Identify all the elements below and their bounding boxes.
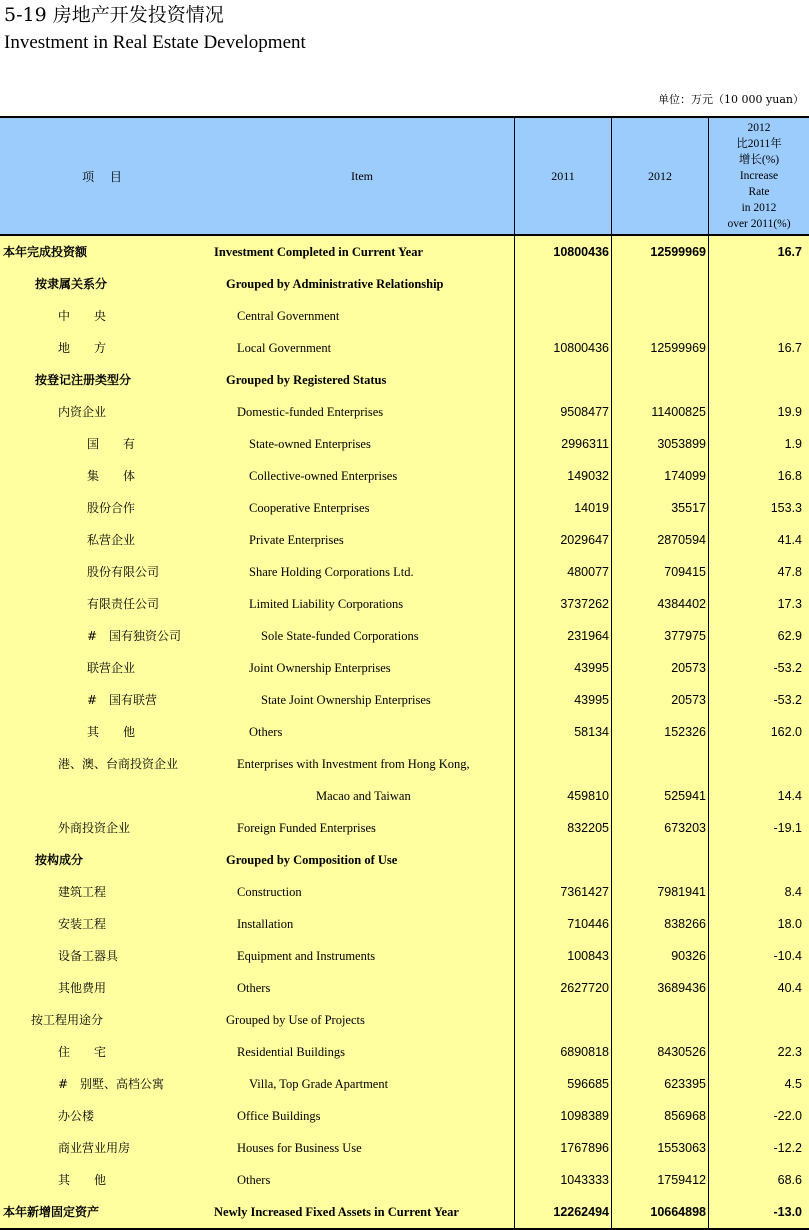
row-label-cn: 按工程用途分 (31, 1013, 104, 1027)
row-label-en: Domestic-funded Enterprises (237, 405, 384, 419)
value-2011: 9508477 (560, 405, 609, 419)
row-label-en: Grouped by Use of Projects (226, 1013, 365, 1027)
header-increase-line: 增长(%) (738, 154, 780, 166)
table-row (0, 908, 809, 940)
row-label-cn: 本年完成投资额 (3, 245, 88, 259)
row-label-cn: 联营企业 (87, 661, 136, 675)
value-increase-rate: 41.4 (777, 533, 802, 547)
row-label-cn: # 国有独资公司 (87, 629, 182, 643)
value-increase-rate: 8.4 (784, 885, 802, 899)
value-2012 (611, 268, 706, 300)
value-2012 (611, 300, 706, 332)
value-increase-rate: -19.1 (773, 821, 802, 835)
value-2012: 10664898 (650, 1205, 706, 1219)
value-2012 (611, 364, 706, 396)
row-label-en: Others (249, 725, 283, 739)
table-title-cn: 5-19 房地产开发投资情况 (4, 4, 224, 26)
value-2012: 2870594 (657, 533, 706, 547)
value-2011: 1043333 (560, 1173, 609, 1187)
value-2011: 149032 (567, 469, 609, 483)
row-label-cn: 私营企业 (87, 533, 136, 547)
value-2012: 1759412 (657, 1173, 706, 1187)
row-label-en: Limited Liability Corporations (249, 597, 404, 611)
value-increase-rate: 22.3 (777, 1045, 802, 1059)
value-increase-rate: -13.0 (773, 1205, 802, 1219)
value-2012: 1553063 (657, 1141, 706, 1155)
row-label-cn: 设备工器具 (58, 949, 119, 963)
value-increase-rate: 162.0 (770, 725, 802, 739)
value-2012 (611, 1004, 706, 1036)
value-2011: 100843 (567, 949, 609, 963)
table-row (0, 812, 809, 844)
row-label-cn: 有限责任公司 (87, 597, 160, 611)
table-row (0, 684, 809, 716)
table-row (0, 1036, 809, 1068)
value-2011: 10800436 (553, 341, 609, 355)
value-2011: 459810 (567, 789, 609, 803)
row-label-en: Construction (237, 885, 302, 899)
table-row (0, 716, 809, 748)
value-increase-rate: -12.2 (773, 1141, 802, 1155)
header-2011: 2011 (514, 118, 611, 234)
value-2012: 20573 (671, 661, 706, 675)
table-row (0, 652, 809, 684)
value-2012: 7981941 (657, 885, 706, 899)
value-increase-rate (708, 748, 802, 780)
value-2012: 3689436 (657, 981, 706, 995)
value-2011: 1767896 (560, 1141, 609, 1155)
table-row (0, 524, 809, 556)
row-label-cn: 住 宅 (58, 1045, 107, 1059)
value-2011: 2627720 (560, 981, 609, 995)
value-2011: 58134 (574, 725, 609, 739)
value-increase-rate (708, 1004, 802, 1036)
row-label-cn: 股份有限公司 (87, 565, 160, 579)
row-label-en: Newly Increased Fixed Assets in Current Year (214, 1205, 459, 1219)
row-label-cn: 其 他 (58, 1173, 107, 1187)
value-increase-rate: 16.7 (777, 341, 802, 355)
value-increase-rate (708, 844, 802, 876)
header-increase-line: Rate (748, 186, 770, 198)
value-2011: 3737262 (560, 597, 609, 611)
value-2012: 377975 (664, 629, 706, 643)
header-increase-line: over 2011(%) (727, 218, 791, 230)
row-label-en: Central Government (237, 309, 340, 323)
value-increase-rate: 1.9 (784, 437, 802, 451)
value-increase-rate: 40.4 (777, 981, 802, 995)
header-increase-rate (708, 118, 809, 234)
table-row (0, 780, 809, 812)
value-increase-rate: 16.8 (777, 469, 802, 483)
table-row (0, 876, 809, 908)
header-item-cn: 项 目 (82, 169, 128, 184)
table-row (0, 940, 809, 972)
table-row (0, 460, 809, 492)
value-2012: 11400825 (651, 405, 706, 419)
table-row (0, 556, 809, 588)
value-2011: 2996311 (561, 437, 609, 451)
row-label-en: Foreign Funded Enterprises (237, 821, 376, 835)
table-row (0, 1068, 809, 1100)
value-2011: 480077 (567, 565, 609, 579)
row-label-en: Others (237, 1173, 271, 1187)
row-label-cn: 股份合作 (87, 501, 136, 515)
value-2011: 43995 (574, 693, 609, 707)
row-label-en: Grouped by Administrative Relationship (226, 277, 444, 291)
row-label-en: Others (237, 981, 271, 995)
row-label-en: Macao and Taiwan (316, 789, 411, 803)
value-2012: 12599969 (650, 245, 706, 259)
value-increase-rate (708, 268, 802, 300)
value-2011 (514, 300, 609, 332)
row-label-cn: 按登记注册类型分 (35, 373, 132, 387)
row-label-en: Equipment and Instruments (237, 949, 376, 963)
table-row (0, 1164, 809, 1196)
row-label-en: State Joint Ownership Enterprises (261, 693, 431, 707)
row-label-en: Local Government (237, 341, 332, 355)
row-label-en: Share Holding Corporations Ltd. (249, 565, 414, 579)
table-row (0, 364, 809, 396)
value-2011 (514, 748, 609, 780)
value-2012: 174099 (664, 469, 706, 483)
value-2012: 673203 (664, 821, 706, 835)
value-increase-rate: 17.3 (777, 597, 802, 611)
row-label-en: Houses for Business Use (237, 1141, 362, 1155)
value-2012: 525941 (664, 789, 706, 803)
value-increase-rate: 18.0 (777, 917, 802, 931)
value-increase-rate: 62.9 (777, 629, 802, 643)
value-2011: 596685 (567, 1077, 609, 1091)
row-label-cn: 中 央 (58, 309, 107, 323)
value-2012 (611, 748, 706, 780)
header-increase-line: 比2011年 (736, 138, 782, 150)
row-label-cn: 外商投资企业 (58, 821, 131, 835)
value-2011: 43995 (574, 661, 609, 675)
value-2012: 4384402 (657, 597, 706, 611)
value-2012: 20573 (671, 693, 706, 707)
value-increase-rate (708, 300, 802, 332)
value-increase-rate: -22.0 (773, 1109, 802, 1123)
value-2011 (514, 844, 609, 876)
value-2011: 832205 (567, 821, 609, 835)
row-label-en: Villa, Top Grade Apartment (249, 1077, 389, 1091)
table-row (0, 268, 809, 300)
row-label-cn: 港、澳、台商投资企业 (58, 757, 179, 771)
row-label-en: Private Enterprises (249, 533, 344, 547)
value-2012 (611, 844, 706, 876)
row-label-cn: 其 他 (87, 725, 136, 739)
header-item-en: Item (351, 168, 373, 183)
row-label-cn: # 别墅、高档公寓 (58, 1077, 165, 1091)
row-label-en: Cooperative Enterprises (249, 501, 370, 515)
value-2011: 12262494 (553, 1205, 609, 1219)
table-title-en: Investment in Real Estate Development (4, 32, 306, 53)
value-2012: 709415 (664, 565, 706, 579)
value-2012: 35517 (671, 501, 706, 515)
value-2011: 7361427 (560, 885, 609, 899)
header-increase-line: Increase (739, 170, 779, 182)
row-label-cn: 商业营业用房 (58, 1141, 131, 1155)
value-2011: 6890818 (560, 1045, 609, 1059)
header-2012: 2012 (611, 118, 708, 234)
row-label-en: Joint Ownership Enterprises (249, 661, 391, 675)
value-2011: 14019 (574, 501, 609, 515)
table-header (0, 116, 809, 236)
data-table (0, 116, 809, 1230)
value-increase-rate (708, 364, 802, 396)
value-increase-rate: 19.9 (777, 405, 802, 419)
value-2011: 231964 (567, 629, 609, 643)
value-2011: 710446 (567, 917, 609, 931)
value-2011 (514, 364, 609, 396)
row-label-en: Installation (237, 917, 294, 931)
table-row (0, 1100, 809, 1132)
header-increase-line: 2012 (747, 122, 771, 134)
table-row (0, 748, 809, 780)
table-body (0, 236, 809, 1230)
row-label-en: Grouped by Composition of Use (226, 853, 398, 867)
value-2012: 856968 (664, 1109, 706, 1123)
value-2012: 12599969 (650, 341, 706, 355)
row-label-cn: 地 方 (58, 341, 107, 355)
value-2012: 3053899 (657, 437, 706, 451)
value-increase-rate: 14.4 (777, 789, 802, 803)
header-increase-line: in 2012 (741, 202, 777, 214)
table-row (0, 236, 809, 268)
row-label-cn: 本年新增固定资产 (3, 1205, 100, 1219)
table-row (0, 492, 809, 524)
value-2012: 623395 (664, 1077, 706, 1091)
row-label-cn: 其他费用 (58, 981, 107, 995)
row-label-cn: 国 有 (87, 437, 136, 451)
value-increase-rate: 153.3 (770, 501, 802, 515)
table-row (0, 428, 809, 460)
value-increase-rate: 47.8 (777, 565, 802, 579)
row-label-en: Office Buildings (237, 1109, 321, 1123)
value-2011: 2029647 (560, 533, 609, 547)
value-2011: 10800436 (553, 245, 609, 259)
value-2011 (514, 1004, 609, 1036)
table-row (0, 620, 809, 652)
table-row (0, 396, 809, 428)
table-row (0, 588, 809, 620)
row-label-cn: 按构成分 (35, 853, 84, 867)
value-2011 (514, 268, 609, 300)
table-row (0, 1004, 809, 1036)
value-increase-rate: -10.4 (773, 949, 802, 963)
row-label-en: Collective-owned Enterprises (249, 469, 398, 483)
row-label-en: State-owned Enterprises (249, 437, 371, 451)
table-row (0, 844, 809, 876)
table-row (0, 972, 809, 1004)
row-label-en: Residential Buildings (237, 1045, 345, 1059)
table-row (0, 300, 809, 332)
value-2012: 838266 (664, 917, 706, 931)
value-increase-rate: 68.6 (777, 1173, 802, 1187)
row-label-cn: 建筑工程 (58, 885, 107, 899)
table-row (0, 1132, 809, 1164)
row-label-en: Investment Completed in Current Year (214, 245, 424, 259)
value-2012: 152326 (664, 725, 706, 739)
row-label-en: Grouped by Registered Status (226, 373, 387, 387)
value-increase-rate: -53.2 (773, 693, 802, 707)
table-row (0, 332, 809, 364)
row-label-en: Sole State-funded Corporations (261, 629, 419, 643)
value-increase-rate: 16.7 (777, 245, 802, 259)
row-label-cn: 集 体 (87, 469, 136, 483)
row-label-cn: 安装工程 (58, 917, 107, 931)
value-2012: 8430526 (657, 1045, 706, 1059)
row-label-cn: 按隶属关系分 (35, 277, 108, 291)
value-2011: 1098389 (560, 1109, 609, 1123)
table-row (0, 1196, 809, 1228)
value-increase-rate: 4.5 (784, 1077, 802, 1091)
unit-label: 单位：万元（10 000 yuan） (658, 93, 804, 106)
value-2012: 90326 (671, 949, 706, 963)
row-label-cn: 内资企业 (58, 405, 107, 419)
value-increase-rate: -53.2 (773, 661, 802, 675)
row-label-cn: 办公楼 (58, 1109, 95, 1123)
row-label-en: Enterprises with Investment from Hong Kong, (237, 757, 470, 771)
row-label-cn: # 国有联营 (87, 693, 158, 707)
